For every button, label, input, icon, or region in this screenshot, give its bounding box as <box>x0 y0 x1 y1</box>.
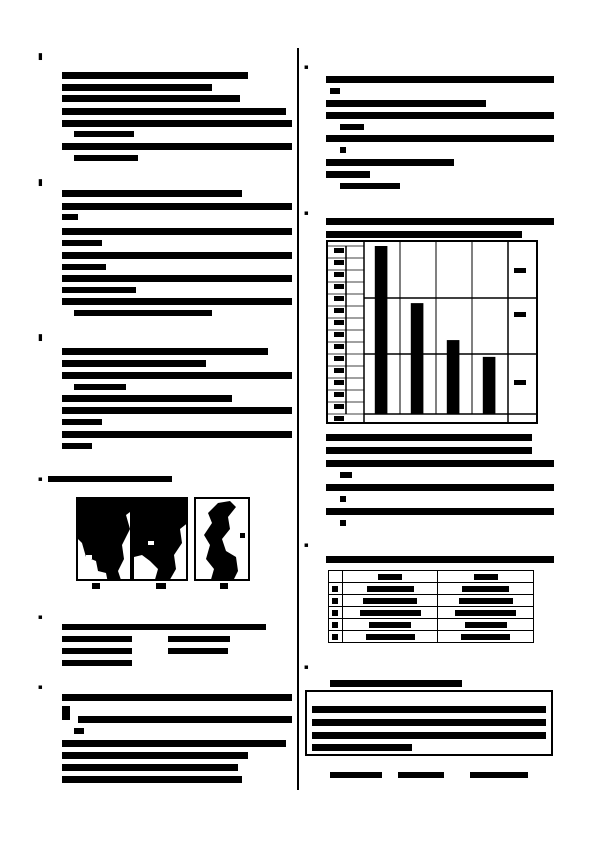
text-line <box>326 135 554 142</box>
row-label <box>334 416 344 421</box>
answer-option <box>330 772 382 778</box>
text-line <box>62 287 136 293</box>
text-line <box>62 190 242 197</box>
text-line <box>74 310 212 316</box>
cell-text <box>378 574 402 580</box>
column-divider <box>297 48 299 790</box>
question-marker: ▪ <box>38 683 43 691</box>
text-line <box>78 716 292 723</box>
cell-text <box>459 598 513 604</box>
text-line <box>62 372 292 379</box>
table-cell <box>329 631 343 643</box>
text-line <box>74 155 138 161</box>
table-cell <box>329 583 343 595</box>
question-marker: ▪ <box>304 541 309 549</box>
text-line <box>62 240 102 246</box>
text-line <box>326 100 486 107</box>
text-line <box>62 95 240 102</box>
table-cell <box>342 619 438 631</box>
table-cell <box>329 619 343 631</box>
text-line <box>340 496 346 502</box>
map-figure-3 <box>194 497 250 581</box>
text-line <box>62 108 286 115</box>
question-marker: ▪ <box>38 475 43 483</box>
text-line <box>62 740 286 747</box>
text-line <box>326 218 554 225</box>
side-label <box>514 380 526 385</box>
table-row <box>329 583 534 595</box>
text-line <box>330 680 462 687</box>
cell-text <box>369 622 411 628</box>
cell-text <box>332 610 338 616</box>
text-line <box>62 228 292 235</box>
text-line <box>326 112 554 119</box>
text-line <box>62 764 238 771</box>
row-label <box>334 272 344 277</box>
text-line <box>326 508 554 515</box>
question-marker: ▪ <box>304 663 309 671</box>
question-marker: ▪ <box>38 613 43 621</box>
table-cell <box>342 571 438 583</box>
text-line <box>326 434 532 441</box>
row-label <box>334 260 344 265</box>
cell-text <box>332 586 338 592</box>
text-line <box>326 460 554 467</box>
text-line <box>74 384 126 390</box>
cell-text <box>462 586 509 592</box>
cell-text <box>332 622 338 628</box>
map-figure-2 <box>132 497 188 581</box>
chart-canvas <box>328 242 536 422</box>
side-label <box>514 312 526 317</box>
row-label <box>334 368 344 373</box>
text-line <box>312 719 546 726</box>
text-line <box>168 636 230 642</box>
text-line <box>62 752 248 759</box>
table-cell <box>342 595 438 607</box>
bar-chart <box>326 240 538 424</box>
text-line <box>62 348 268 355</box>
table-cell <box>329 607 343 619</box>
row-label <box>334 284 344 289</box>
cell-text <box>461 634 510 640</box>
table-row <box>329 619 534 631</box>
cell-text <box>465 622 507 628</box>
table-cell <box>329 571 343 583</box>
question-marker: ▮ <box>38 333 43 343</box>
table-cell <box>342 583 438 595</box>
table-row <box>329 631 534 643</box>
question-marker: ▮ <box>38 178 43 188</box>
text-line <box>62 776 242 783</box>
text-line <box>340 124 364 130</box>
text-line <box>62 395 232 402</box>
text-line <box>62 72 248 79</box>
table-row <box>329 571 534 583</box>
map-label <box>156 583 166 589</box>
question-marker: ▪ <box>304 209 309 217</box>
landmass-icon <box>196 499 250 581</box>
answer-option <box>398 772 444 778</box>
bar <box>483 357 496 414</box>
text-line <box>326 76 554 83</box>
table-cell <box>342 631 438 643</box>
text-line <box>62 660 132 666</box>
text-line <box>340 520 346 526</box>
text-line <box>312 706 546 713</box>
row-label <box>334 404 344 409</box>
table-row <box>329 607 534 619</box>
text-line <box>62 252 292 259</box>
text-line <box>330 88 340 94</box>
text-line <box>74 131 134 137</box>
landmass-icon <box>78 499 132 581</box>
text-line <box>168 648 228 654</box>
cell-text <box>366 634 415 640</box>
table-cell <box>438 571 534 583</box>
text-line <box>312 744 412 751</box>
cell-text <box>367 586 414 592</box>
table-cell <box>438 631 534 643</box>
map-figure-1 <box>76 497 132 581</box>
text-line <box>62 694 292 701</box>
text-line <box>62 203 292 210</box>
text-line <box>62 443 92 449</box>
text-line <box>62 624 266 630</box>
text-line <box>62 431 292 438</box>
map-label <box>92 583 100 589</box>
side-label <box>514 268 526 273</box>
cell-text <box>332 634 338 640</box>
text-line <box>74 728 84 734</box>
text-line <box>62 264 106 270</box>
cell-text <box>455 610 516 616</box>
table-row <box>329 595 534 607</box>
table-cell <box>342 607 438 619</box>
answer-option <box>470 772 528 778</box>
question-marker: ▮ <box>38 52 43 62</box>
text-line <box>62 214 78 220</box>
text-line <box>62 636 132 642</box>
text-line <box>326 556 554 563</box>
map-label <box>220 583 228 589</box>
row-label <box>334 344 344 349</box>
text-line <box>326 447 532 454</box>
text-line <box>326 231 522 238</box>
text-line <box>326 171 370 178</box>
data-table <box>328 570 534 643</box>
text-line <box>340 183 400 189</box>
bar <box>411 303 424 414</box>
row-label <box>334 380 344 385</box>
text-line <box>326 484 554 491</box>
text-line <box>62 706 70 720</box>
row-label <box>334 332 344 337</box>
text-line <box>62 298 292 305</box>
cell-text <box>332 598 338 604</box>
row-label <box>334 248 344 253</box>
text-line <box>48 476 172 482</box>
table-cell <box>329 595 343 607</box>
cell-text <box>363 598 417 604</box>
text-line <box>62 275 292 282</box>
text-line <box>62 143 292 150</box>
bar <box>375 246 388 414</box>
landmass-icon <box>134 499 188 581</box>
table-cell <box>438 619 534 631</box>
table-cell <box>438 595 534 607</box>
text-line <box>312 732 546 739</box>
row-label <box>334 356 344 361</box>
row-label <box>334 320 344 325</box>
text-line <box>62 84 212 91</box>
text-line <box>62 419 102 425</box>
text-line <box>62 648 132 654</box>
text-line <box>340 147 346 153</box>
text-line <box>62 407 292 414</box>
row-label <box>334 308 344 313</box>
text-line <box>326 159 454 166</box>
text-line <box>340 472 352 478</box>
cell-text <box>474 574 498 580</box>
text-line <box>62 120 292 127</box>
row-label <box>334 296 344 301</box>
table-cell <box>438 583 534 595</box>
question-marker: ▪ <box>304 63 309 71</box>
table-cell <box>438 607 534 619</box>
text-line <box>62 360 206 367</box>
cell-text <box>360 610 421 616</box>
bar <box>447 340 460 414</box>
row-label <box>334 392 344 397</box>
